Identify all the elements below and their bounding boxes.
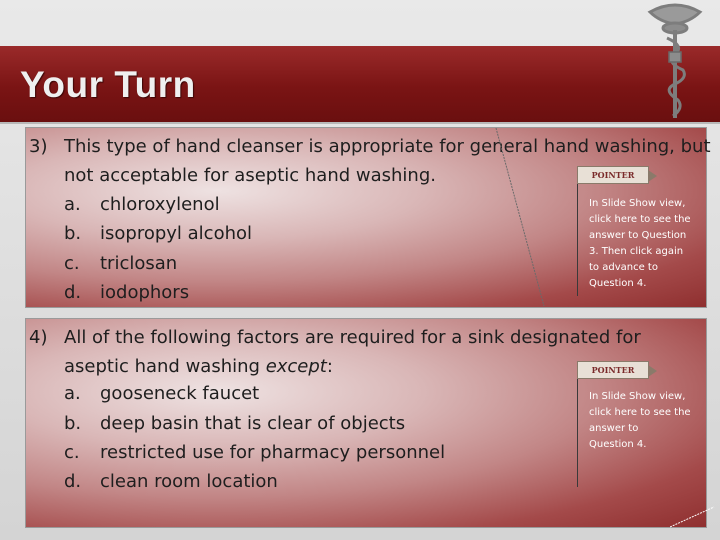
question-stem-line-2: not acceptable for aseptic hand washing. xyxy=(64,165,436,186)
pointer-tag: POINTER xyxy=(577,166,649,184)
answer-option-c: c. restricted use for pharmacy personnel xyxy=(64,442,446,463)
pointer-text-line: In Slide Show view, xyxy=(589,198,686,209)
question-stem-line-1: This type of hand cleanser is appropriate for general hand washing, but xyxy=(64,136,711,157)
caduceus-logo-icon xyxy=(640,0,710,120)
pointer-text-line: to advance to xyxy=(589,262,658,273)
pointer-text-line: answer to Question xyxy=(589,230,687,241)
answer-option-b: b. deep basin that is clear of objects xyxy=(64,413,406,434)
answer-option-b: b. isopropyl alcohol xyxy=(64,223,252,244)
pointer-text-line: Question 4. xyxy=(589,439,647,450)
pointer-callout-q3[interactable] xyxy=(577,166,701,296)
pointer-text-line: answer to xyxy=(589,423,639,434)
pointer-text-line: In Slide Show view, xyxy=(589,391,686,402)
question-number: 4) xyxy=(29,327,48,348)
question-3-panel xyxy=(25,127,711,308)
answer-option-d: d. iodophors xyxy=(64,282,190,303)
pointer-tag: POINTER xyxy=(577,361,649,379)
decorative-diagonal-line xyxy=(494,128,554,308)
question-number: 3) xyxy=(29,136,48,157)
slide-title: Your Turn xyxy=(20,64,196,105)
question-4-panel xyxy=(25,318,707,528)
pointer-line xyxy=(577,184,578,296)
pointer-callout-q4[interactable] xyxy=(577,361,701,491)
answer-option-a: a. chloroxylenol xyxy=(64,194,220,215)
pointer-text-line: Question 4. xyxy=(589,278,647,289)
question-stem-line-1: All of the following factors are required for a sink designated for xyxy=(64,327,641,348)
pointer-text-line: click here to see the xyxy=(589,407,691,418)
answer-option-a: a. gooseneck faucet xyxy=(64,383,260,404)
question-stem-line-2: aseptic hand washing except: xyxy=(64,356,333,377)
pointer-text-line: click here to see the xyxy=(589,214,691,225)
answer-option-d: d. clean room location xyxy=(64,471,278,492)
decorative-corner-line xyxy=(670,505,715,530)
pointer-text-line: 3. Then click again xyxy=(589,246,684,257)
pointer-line xyxy=(577,379,578,487)
answer-option-c: c. triclosan xyxy=(64,253,178,274)
